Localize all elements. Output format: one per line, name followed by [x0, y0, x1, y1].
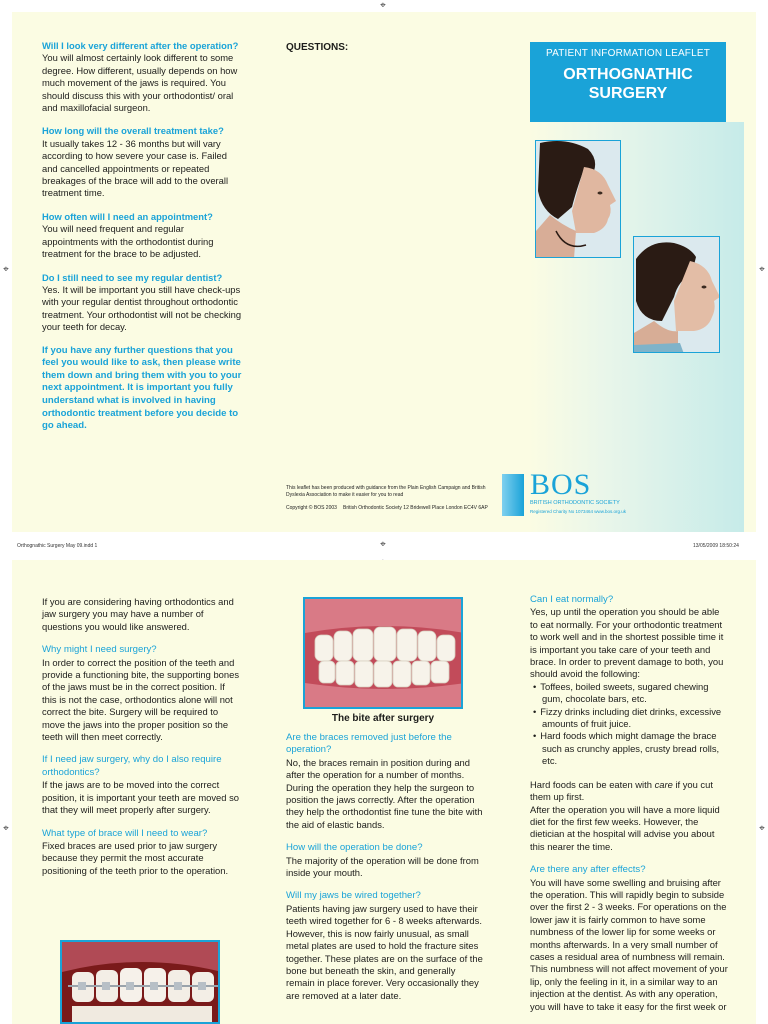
crop-mark-icon: ⌖ — [380, 0, 386, 11]
faq-item — [42, 125, 242, 199]
print-date-time: 13/05/2009 18:50:24 — [693, 543, 739, 549]
teeth-illustration — [305, 599, 463, 709]
braces-photo — [60, 940, 220, 1024]
answer: No, the braces remain in position during and after the operation for a number of months. During the operation they help the surgeon to position the jaws correctly. After the operation they help the orthodontist fine tune the bite with the aid of elastic bands. — [286, 756, 483, 830]
faq-item — [286, 890, 484, 1002]
question: What type of brace will I need to wear? — [42, 827, 208, 839]
question: Are the braces removed just before the operation? — [286, 732, 452, 756]
question: Can I eat normally? — [530, 594, 614, 605]
question: If I need jaw surgery, why do I also require orthodontics? — [42, 754, 222, 778]
answer: In order to correct the position of the teeth and provide a functioning bite, the supporting bones of the jaws must be in the correct position. If this is not the case, orthodontics alone will not correct the bite. Surgery will be required to move the jaws into the proper position so the teeth will then meet correctly. — [42, 656, 240, 743]
question: Are there any after effects? — [530, 864, 646, 876]
answer: Yes, up until the operation you should be able to eat normally. For your orthodontic treatment to work well and in the shortest possible time it is important you take care of your teeth and brace. In order to prevent damage to both, you should avoid the following: — [530, 606, 724, 680]
patient-profile-photo-after — [633, 236, 720, 353]
bos-logo-bar — [502, 474, 524, 516]
answer: Patients having jaw surgery used to have their teeth wired together for 6 - 8 weeks afterwards. However, this is now fairly unusual, as small metal plates are used to hold the fracture sites together. These plates are on the surface of the bone but beneath the skin, and generally remain in place forever. Very occasionally they are removed at a later date. — [286, 902, 483, 1001]
plain-english-note: This leaflet has been produced with guidance from the Plain English Campaign and British Dyslexia Association to make it easier for you to read — [286, 485, 486, 498]
question: Will my jaws be wired together? — [286, 890, 421, 902]
copyright: Copyright © BOS 2003 — [286, 505, 337, 511]
list-item: • Fizzy drinks including diet drinks, excessive amounts of fruit juice. — [530, 706, 728, 731]
answer: The majority of the operation will be done from inside your mouth. — [286, 854, 479, 879]
bottom-left-column — [42, 596, 242, 888]
bos-logo: BOS — [530, 468, 592, 501]
question: Why might I need surgery? — [42, 644, 157, 656]
answer: You will almost certainly look different to some degree. How different, usually depends on how much movement of the jaws is required. You should discuss this with your orthodontist/ oral and maxillofacial surgeon. — [42, 52, 238, 114]
crop-mark-icon: ⌖ — [380, 539, 386, 550]
hard-foods-note — [530, 779, 728, 804]
cover-title-box — [530, 42, 726, 122]
after-operation-note: After the operation you will have a more liquid diet for the first few weeks. However, the dietician at the hospital will advise you about this nearer the time. — [530, 803, 720, 852]
faq-item — [286, 842, 484, 879]
list-item: • Hard foods which might damage the brace such as crunchy apples, crusty bread rolls, etc. — [530, 730, 728, 767]
leaflet-label: PATIENT INFORMATION LEAFLET — [545, 48, 711, 59]
top-left-column — [42, 40, 242, 433]
crop-mark-icon: ⌖ — [3, 823, 9, 834]
faq-item — [42, 211, 242, 261]
question: Will I look very different after the operation? — [42, 40, 239, 51]
leaflet-title: ORTHOGNATHIC SURGERY — [563, 66, 693, 102]
braces-illustration — [62, 942, 220, 1024]
print-file-name: Orthognathic Surgery May 09.indd 1 — [17, 543, 98, 549]
faq-item — [42, 828, 242, 878]
faq-item — [42, 644, 242, 743]
answer: It usually takes 12 - 36 months but will vary according to how severe your case is. Failed and cancelled appointments or repeated breakages of the brace will add to the overall treatment time. — [42, 137, 229, 199]
faq-item — [42, 272, 242, 334]
closing-note: If you have any further questions that you feel you would like to ask, then please write them down and bring them with you to your next appointment. It is important you fully understand what is involved in having orthodontic treatment before you decide to go ahead. — [42, 344, 242, 432]
questions-label: QUESTIONS: — [286, 42, 349, 53]
answer: If the jaws are to be moved into the correct position, it is important your teeth are moved so that they will meet properly after surgery. — [42, 779, 239, 816]
question: How often will I need an appointment? — [42, 210, 213, 222]
patient-profile-photo-before — [535, 140, 621, 258]
answer: You will have some swelling and bruising after the operation. This will rapidly begin to subside over the first 2 - 3 weeks. For operations on the lower jaw it is fairly common to have some numbness of the lower lip for some weeks or months afterwards. In a very small number of cases a residual area of numbness will remain. This numbness will not affect movement of your lip, only the feeling in it, in a similar way to an injection at the dentist. As with any operation, you will have to take it easy for the first week or — [530, 876, 728, 1012]
photo-caption: The bite after surgery — [331, 713, 435, 724]
bottom-middle-column — [286, 732, 484, 1013]
profile-before-illustration — [536, 141, 621, 258]
question: How will the operation be done? — [286, 842, 423, 854]
crop-mark-icon: ⌖ — [759, 823, 765, 834]
question: Do I still need to see my regular dentist? — [42, 271, 223, 283]
faq-item — [286, 732, 484, 831]
hard-foods-text: Hard foods can be eaten with — [530, 778, 655, 790]
answer: Fixed braces are used prior to jaw surgery because they permit the most accurate positioning of the teeth prior to the operation. — [42, 839, 229, 876]
bottom-right-column — [530, 594, 728, 1013]
profile-after-illustration — [634, 237, 720, 353]
bos-registration: Registered Charity No 1073464 www.bos.org.uk — [530, 509, 627, 514]
list-item: • Toffees, boiled sweets, sugared chewing gum, chocolate bars, etc. — [530, 681, 728, 706]
crop-mark-icon: ⌖ — [3, 264, 9, 275]
faq-item — [42, 40, 242, 114]
bite-after-surgery-photo — [303, 597, 463, 709]
avoid-foods-list — [530, 681, 728, 768]
faq-item — [42, 754, 242, 816]
hard-foods-text-end: if you cut them up first. — [530, 778, 713, 803]
answer: Yes. It will be important you still have check-ups with your regular dentist throughout orthodontic treatment. Your orthodontist will not be checking your teeth for decay. — [42, 283, 242, 333]
bos-society-name: BRITISH ORTHODONTIC SOCIETY — [530, 500, 620, 506]
answer: You will need frequent and regular appointments with the orthodontist during treatment for the brace to be adjusted. — [42, 223, 214, 260]
question: How long will the overall treatment take? — [42, 125, 224, 137]
intro: If you are considering having orthodontics and jaw surgery you may have a number of questions you would like answered. — [42, 596, 234, 632]
hard-foods-emphasis: care — [654, 778, 673, 790]
society-address: British Orthodontic Society 12 Bridewell Place London EC4V 6AP — [343, 505, 488, 511]
crop-mark-icon: ⌖ — [759, 264, 765, 275]
